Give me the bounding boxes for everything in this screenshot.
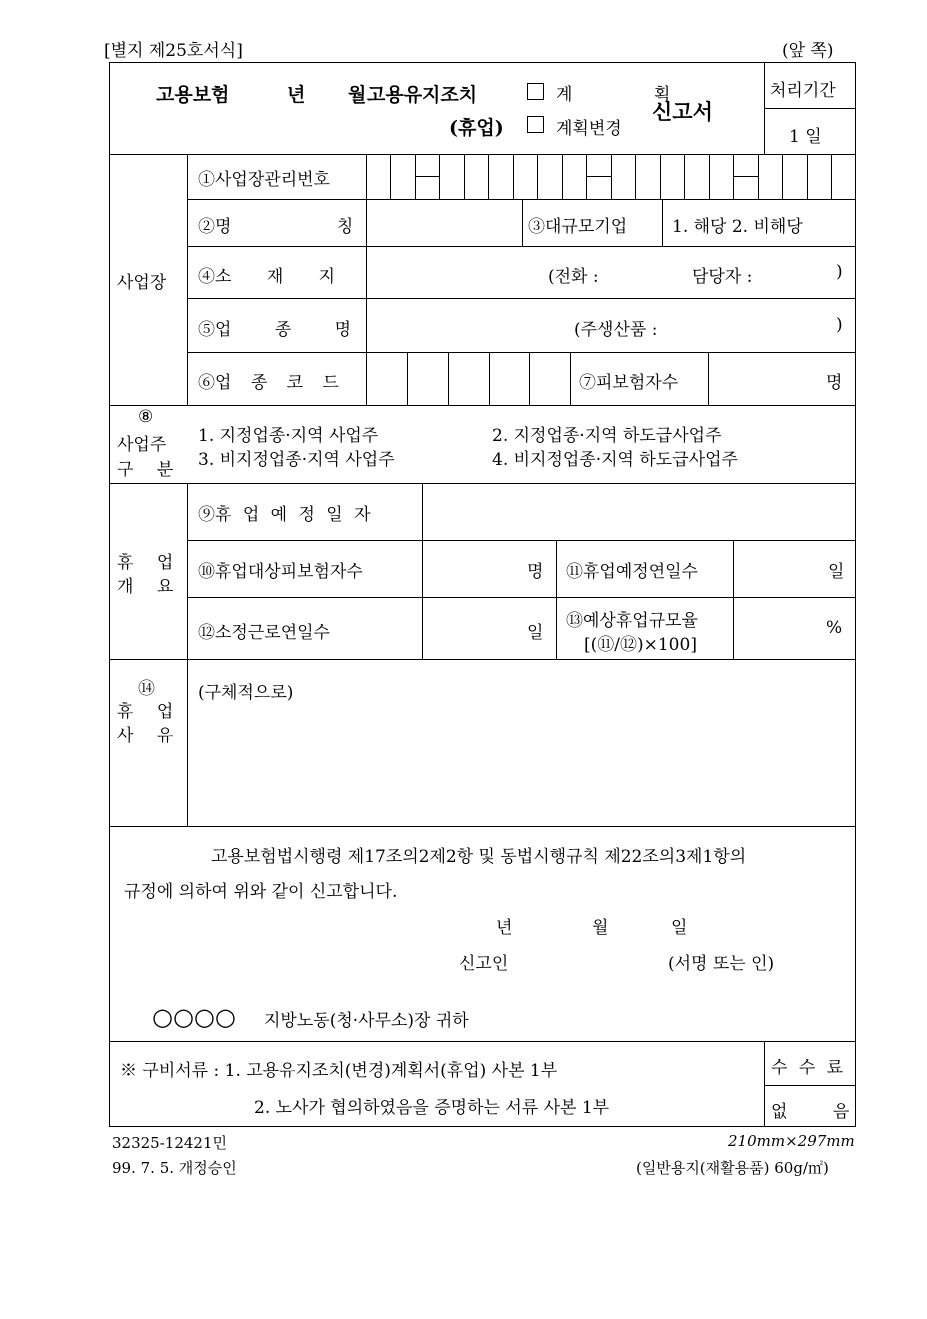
processing-period-value: 1 일	[789, 127, 822, 147]
title-main: 고용유지조치	[367, 84, 478, 106]
option-plan-label: 계 획	[556, 85, 709, 105]
suspension-label1: 휴 업	[117, 553, 174, 573]
insured-label: ⑦피보험자수	[579, 373, 679, 393]
mgmt-no-label: ①사업장관리번호	[198, 170, 330, 190]
date-year: 년	[496, 918, 513, 938]
reporter-label: 신고인	[459, 954, 509, 974]
industry-code-label: ⑥업 종 코 드	[198, 373, 339, 393]
page-side: (앞 쪽)	[782, 41, 834, 61]
work-days-label: ⑫소정근로연일수	[198, 623, 330, 643]
recipient-circles: ○○○○	[152, 1003, 236, 1031]
insured-unit: 명	[826, 373, 843, 393]
paper-spec: (일반용지(재활용품) 60g/㎡)	[636, 1159, 829, 1177]
ratio-unit: %	[826, 618, 843, 638]
target-insured-label: ⑩휴업대상피보험자수	[198, 562, 363, 582]
option-change-label: 계획변경	[556, 119, 622, 139]
employer-type-label2: 구 분	[117, 460, 174, 480]
suspension-date-label: ⑨휴 업 예 정 일 자	[198, 505, 371, 525]
recipient-office: 지방노동(청·사무소)장 귀하	[264, 1011, 469, 1031]
required-docs-line2: 2. 노사가 협의하였음을 증명하는 서류 사본 1부	[254, 1098, 610, 1118]
planned-days-label: ⑪휴업예정연일수	[566, 562, 698, 582]
industry-label: ⑤업 종 명	[198, 320, 352, 340]
fee-value: 없 음	[771, 1102, 850, 1122]
date-day: 일	[671, 918, 688, 938]
employer-option-4: 4. 비지정업종·지역 하도급사업주	[492, 450, 738, 470]
name-label: ②명 칭	[198, 217, 354, 237]
large-company-options: 1. 해당 2. 비해당	[672, 217, 803, 237]
approval-date: 99. 7. 5. 개정승인	[112, 1159, 237, 1177]
title-suspension: (휴업)	[449, 117, 504, 139]
large-company-label: ③대규모기업	[528, 217, 628, 237]
planned-days-unit: 일	[828, 562, 845, 582]
contact-text: 담당자 :	[692, 267, 753, 287]
title-prefix: 고용보험	[156, 84, 230, 106]
employer-option-2: 2. 지정업종·지역 하도급사업주	[492, 426, 722, 446]
title-year: 년	[287, 84, 306, 106]
reason-hint: (구체적으로)	[198, 683, 294, 703]
change-checkbox[interactable]	[527, 116, 544, 133]
form-number: [별지 제25호서식]	[104, 41, 243, 61]
signature-label: (서명 또는 인)	[668, 954, 775, 974]
title-month: 월	[348, 84, 367, 106]
target-insured-unit: 명	[527, 562, 544, 582]
form-code: 32325-12421민	[112, 1134, 227, 1152]
address-label: ④소 재 지	[198, 267, 336, 287]
declaration-line2: 규정에 의하여 위와 같이 신고합니다.	[124, 882, 398, 902]
date-month: 월	[592, 918, 609, 938]
fee-label: 수 수 료	[771, 1058, 844, 1078]
paper-size: 210mm×297mm	[728, 1132, 855, 1150]
processing-period-label: 처리기간	[770, 81, 836, 101]
employer-option-1: 1. 지정업종·지역 사업주	[198, 426, 379, 446]
workplace-section-label: 사업장	[117, 273, 167, 293]
address-close-paren: )	[836, 262, 843, 282]
reason-label1: 휴 업	[117, 702, 174, 722]
phone-text: (전화 :	[548, 267, 599, 287]
ratio-formula: [(⑪/⑫)×100]	[584, 635, 697, 655]
industry-close-paren: )	[836, 315, 843, 335]
employer-type-num: ⑧	[138, 407, 154, 427]
ratio-label: ⑬예상휴업규모율	[566, 611, 698, 631]
suspension-label2: 개 요	[117, 577, 174, 597]
employer-type-label1: 사업주	[117, 435, 167, 455]
declaration-line1: 고용보험법시행령 제17조의2제2항 및 동법시행규칙 제22조의3제1항의	[211, 847, 747, 867]
title-suffix: 신고서	[652, 99, 713, 124]
required-docs-line1: ※ 구비서류 : 1. 고용유지조치(변경)계획서(휴업) 사본 1부	[120, 1061, 558, 1081]
work-days-unit: 일	[527, 623, 544, 643]
product-text: (주생산품 :	[574, 320, 658, 340]
reason-num: ⑭	[138, 679, 155, 699]
plan-checkbox[interactable]	[527, 83, 544, 100]
reason-label2: 사 유	[117, 726, 174, 746]
employer-option-3: 3. 비지정업종·지역 사업주	[198, 450, 395, 470]
